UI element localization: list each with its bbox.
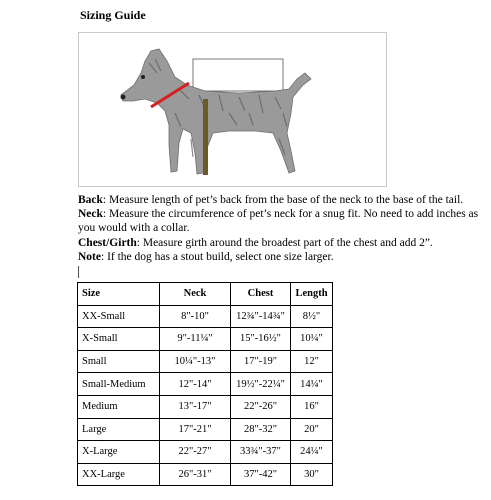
cell-neck: 26"-31"	[160, 463, 231, 486]
note-stout	[78, 250, 488, 264]
cell-neck: 9"-11¼"	[160, 328, 231, 351]
dog-measurement-illustration	[78, 32, 387, 187]
cell-chest: 15"-16½"	[231, 328, 291, 351]
table-header-row	[78, 283, 333, 306]
cell-chest: 37"-42"	[231, 463, 291, 486]
table-row	[78, 305, 333, 328]
note-stout-label: Note	[78, 250, 101, 263]
cell-size: Small-Medium	[78, 373, 160, 396]
cell-length: 24¼"	[291, 441, 333, 464]
size-table	[77, 282, 333, 486]
cell-size: X-Large	[78, 441, 160, 464]
note-neck	[78, 207, 488, 235]
cell-neck: 10¼"-13"	[160, 350, 231, 373]
cell-neck: 8"-10"	[160, 305, 231, 328]
header-length: Length	[291, 283, 333, 306]
cell-neck: 17"-21"	[160, 418, 231, 441]
dog-nose	[121, 95, 126, 100]
dog-silhouette-graphic	[79, 33, 386, 186]
page-title: Sizing Guide	[80, 8, 146, 22]
table-row	[78, 418, 333, 441]
cell-length: 8½"	[291, 305, 333, 328]
table-row	[78, 395, 333, 418]
cell-size: Small	[78, 350, 160, 373]
note-chest-label: Chest/Girth	[78, 236, 137, 249]
note-back	[78, 193, 488, 207]
cell-length: 10¼"	[291, 328, 333, 351]
dog-eye	[141, 75, 145, 79]
header-neck: Neck	[160, 283, 231, 306]
note-chest	[78, 236, 488, 250]
cell-chest: 17"-19"	[231, 350, 291, 373]
note-neck-text: : Measure the circumference of pet’s neck for a snug fit. No need to add inches as you would with a collar.	[78, 208, 479, 235]
cell-length: 14¼"	[291, 373, 333, 396]
table-row	[78, 328, 333, 351]
table-row	[78, 441, 333, 464]
note-back-label: Back	[78, 194, 103, 206]
cell-chest: 22"-26"	[231, 395, 291, 418]
cell-neck: 12"-14"	[160, 373, 231, 396]
cell-size: XX-Small	[78, 305, 160, 328]
cell-chest: 28"-32"	[231, 418, 291, 441]
cell-length: 20"	[291, 418, 333, 441]
cell-size: XX-Large	[78, 463, 160, 486]
cell-size: Large	[78, 418, 160, 441]
note-stout-text: : If the dog has a stout build, select one size larger.	[101, 250, 334, 263]
note-chest-text: : Measure girth around the broadest part of the chest and add 2”.	[136, 236, 433, 249]
table-row	[78, 373, 333, 396]
back-measure-guide	[193, 59, 283, 91]
header-chest: Chest	[231, 283, 291, 306]
cell-chest: 12¾"-14¾"	[231, 305, 291, 328]
cell-neck: 22"-27"	[160, 441, 231, 464]
cell-neck: 13"-17"	[160, 395, 231, 418]
cell-size: Medium	[78, 395, 160, 418]
note-back-text: : Measure length of pet’s back from the base of the neck to the base of the tail.	[102, 194, 464, 206]
table-row	[78, 463, 333, 486]
cell-length: 30"	[291, 463, 333, 486]
cell-size: X-Small	[78, 328, 160, 351]
text-cursor	[78, 266, 79, 278]
chest-marker-bar	[203, 99, 208, 175]
cell-chest: 19½"-22¼"	[231, 373, 291, 396]
cell-chest: 33¾"-37"	[231, 441, 291, 464]
header-size: Size	[78, 283, 160, 306]
cell-length: 16"	[291, 395, 333, 418]
measurement-notes	[78, 193, 488, 264]
table-row	[78, 350, 333, 373]
cell-length: 12"	[291, 350, 333, 373]
note-neck-label: Neck	[78, 208, 103, 221]
